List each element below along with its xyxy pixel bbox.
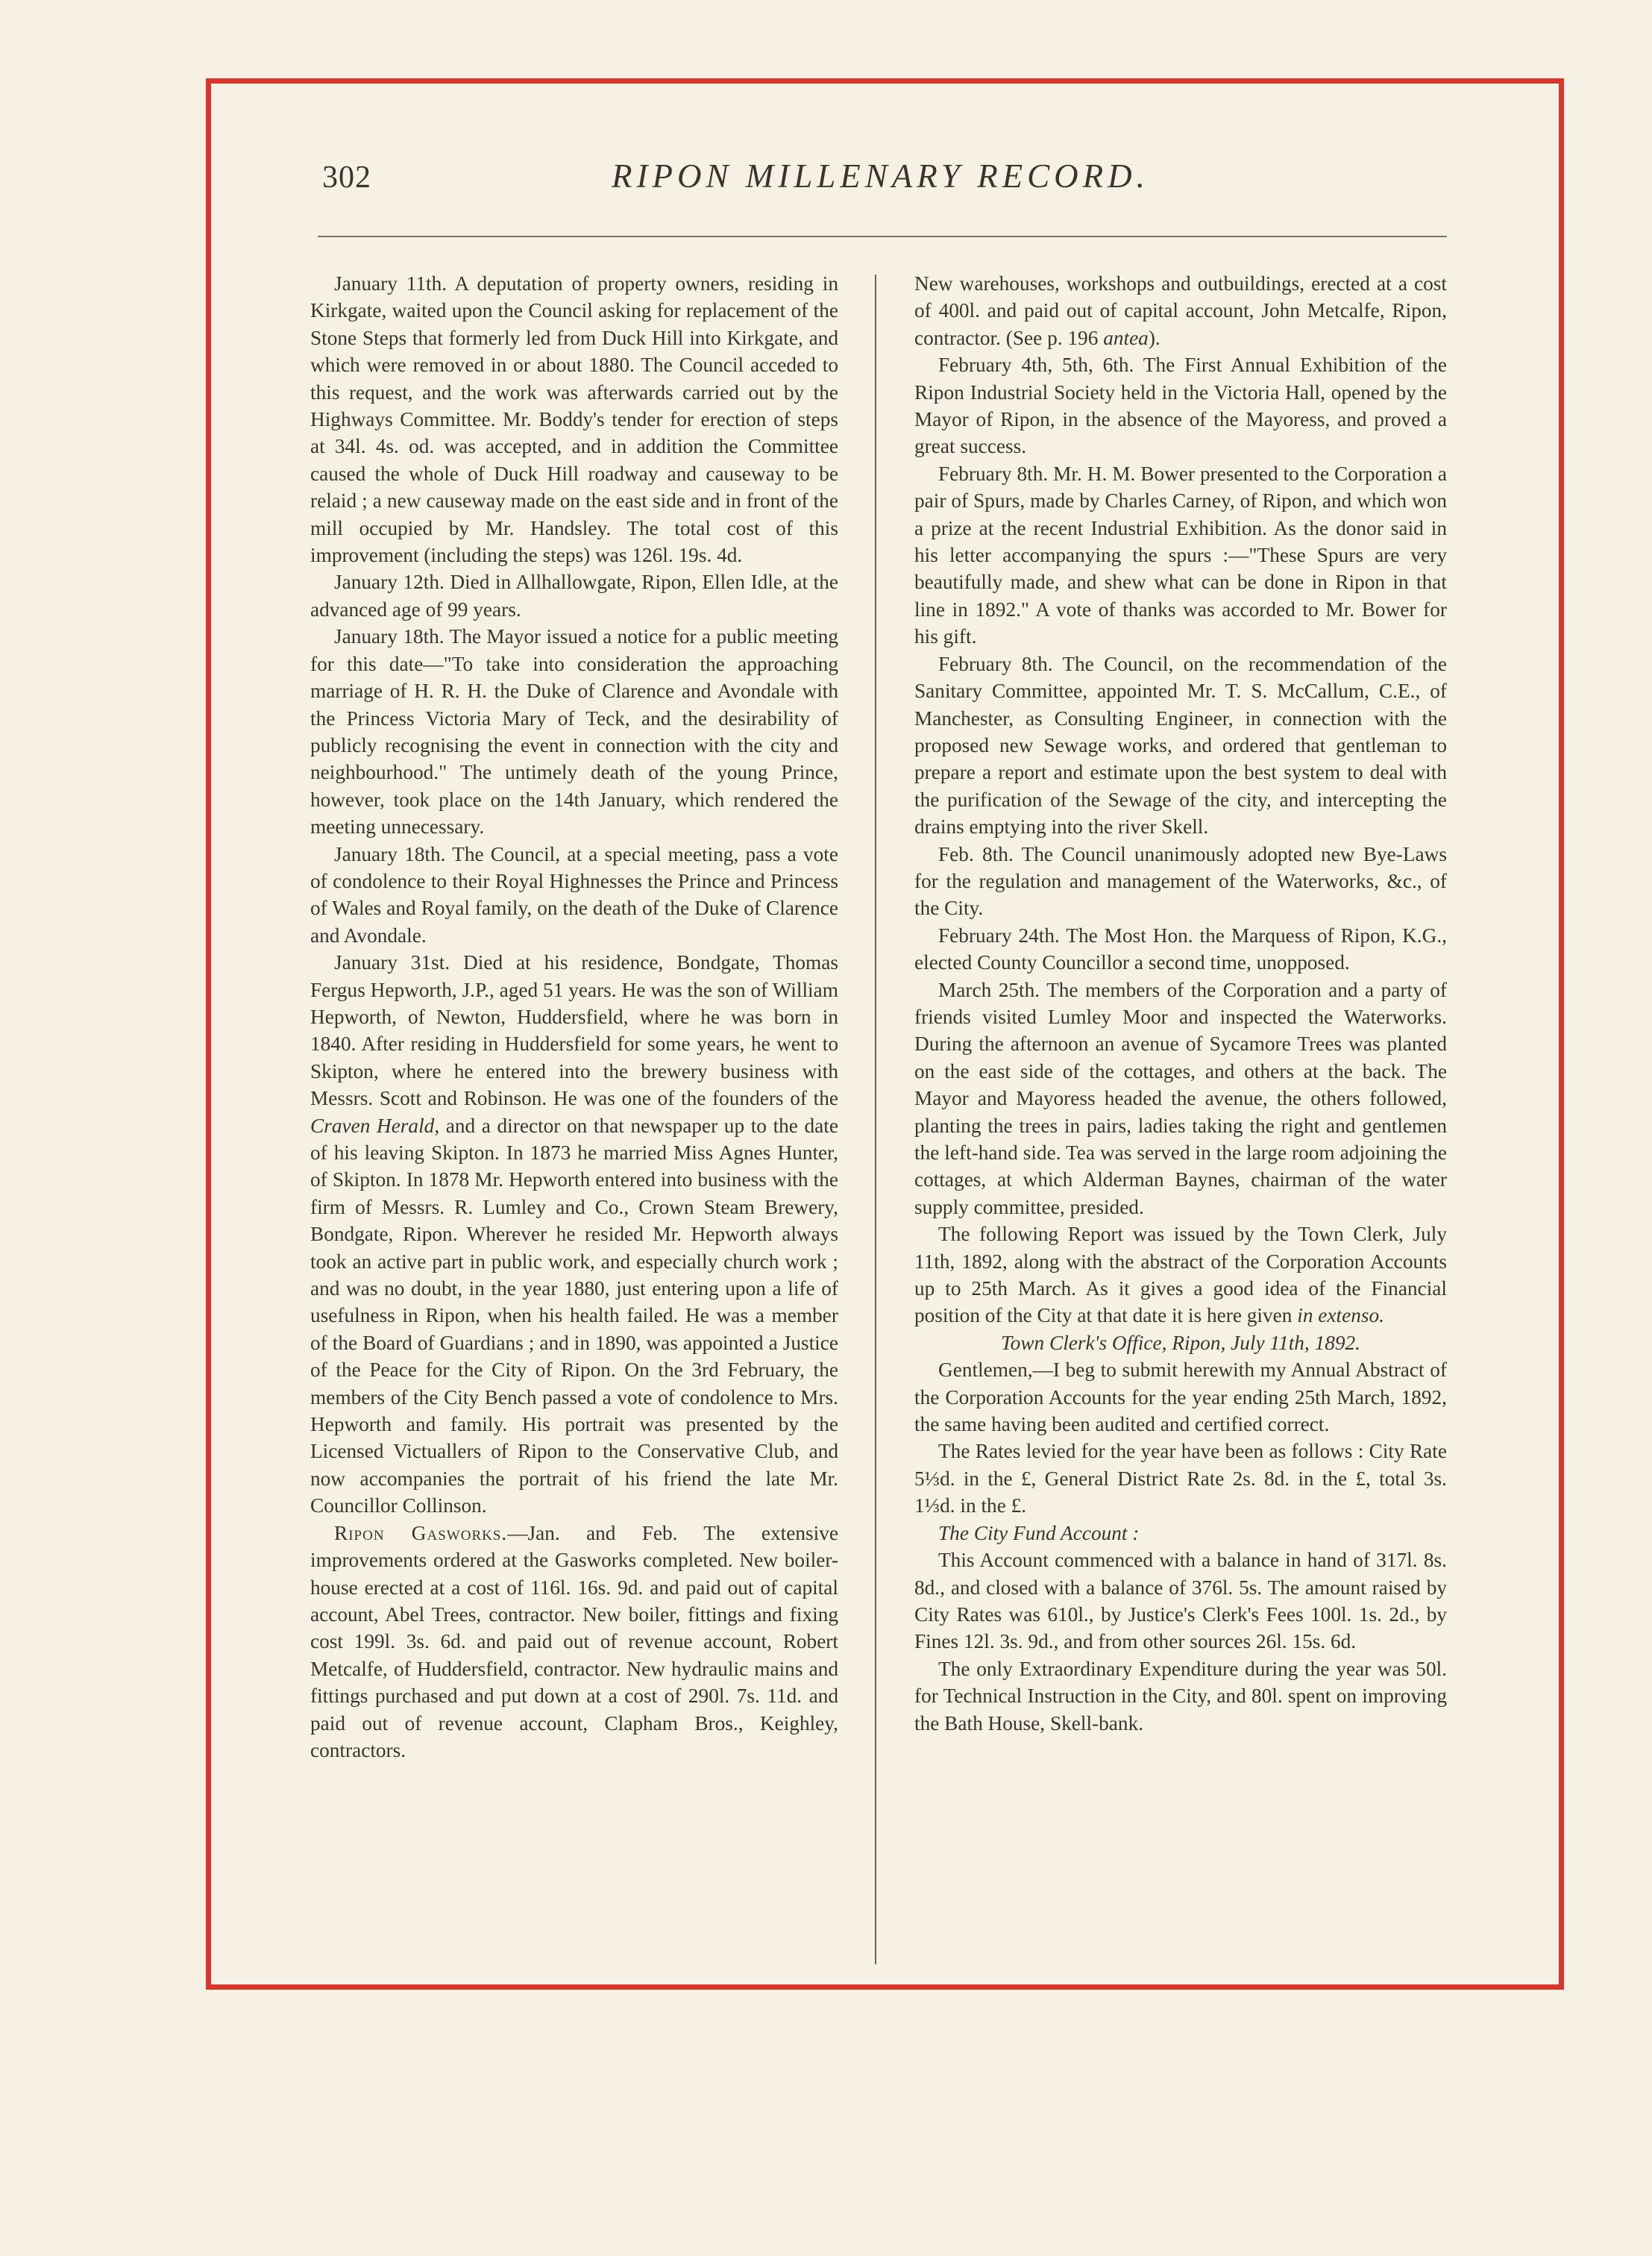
- entry-paragraph: February 4th, 5th, 6th. The First Annual Exhibition of the Ripon Industrial Society held in the Victoria Hall, opened by the Mayor of Ripon, in the absence of the Mayoress, and proved a great success.: [914, 354, 1447, 458]
- entry-paragraph: February 24th. The Most Hon. the Marquess of Ripon, K.G., elected County Councillor a second time, unopposed.: [914, 924, 1447, 974]
- left-column: [310, 270, 838, 1764]
- entry-paragraph: January 18th. The Council, at a special meeting, pass a vote of condolence to their Royal Highnesses the Prince and Princess of Wales and Royal family, on the death of the Duke of Clarence and Avondale.: [310, 842, 838, 947]
- entry-paragraph: Feb. 8th. The Council unanimously adopted new Bye-Laws for the regulation and management of the Waterworks, &c., of the City.: [914, 842, 1447, 920]
- entry-paragraph: [310, 949, 838, 1520]
- text-run: The following Report was issued by the Town Clerk, July 11th, 1892, along with the abstract of the Corporation Accounts up to 25th March. As it gives a good idea of the Financial position of the City at that date it is here given: [914, 1223, 1447, 1327]
- text-run: , and a director on that newspaper up to the date of his leaving Skipton. In 1873 he married Miss Agnes Hunter, of Skipton. In 1878 Mr. Hepworth entered into business with the firm of Messrs. R. Lumley and Co., Crown Steam Brewery, Bondgate, Ripon. Wherever he resided Mr. Hepworth always took an active part in public work, and especially church work ; and was no doubt, in the year 1880, just entering upon a life of usefulness in Ripon, when his health failed. He was a member of the Board of Guardians ; and in 1890, was appointed a Justice of the Peace for the City of Ripon. On the 3rd February, the members of the City Bench passed a vote of condolence to Mrs. Hepworth and family. His portrait was presented by the Licensed Victuallers of Ripon to the Conservative Club, and now accompanies the portrait of his friend the late Mr. Councillor Collinson.: [310, 1114, 838, 1517]
- entry-paragraph: The Rates levied for the year have been as follows : City Rate 5⅓d. in the £, General District Rate 2s. 8d. in the £, total 3s. 1⅓d. in the £.: [914, 1440, 1447, 1517]
- text-run: ).: [1148, 326, 1161, 349]
- entry-paragraph: Gentlemen,—I beg to submit herewith my Annual Abstract of the Corporation Accounts for the year ending 25th March, 1892, the same having been audited and certified correct.: [914, 1359, 1447, 1436]
- text-run: New warehouses, workshops and outbuildings, erected at a cost of 400l. and paid out of capital account, John Metcalfe, Ripon, contractor. (See p. 196: [914, 272, 1447, 349]
- entry-paragraph: [310, 1520, 838, 1764]
- entry-paragraph: January 18th. The Mayor issued a notice for a public meeting for this date—"To take into consideration the approaching marriage of H. R. H. the Duke of Clarence and Avondale with the Princess Victoria Mary of Teck, and the desirability of publicly recognising the event in connection with the city and neighbourhood." The untimely death of the young Prince, however, took place on the 14th January, which rendered the meeting unnecessary.: [310, 625, 838, 839]
- section-lead: Ripon Gasworks.: [334, 1521, 508, 1544]
- entry-paragraph: February 8th. Mr. H. M. Bower presented to the Corporation a pair of Spurs, made by Charles Carney, of Ripon, and which won a prize at the recent Industrial Exhibition. As the donor said in his letter accompanying the spurs :—"These Spurs are very beautifully made, and shew what can be done in Ripon in that line in 1892." A vote of thanks was accorded to Mr. Bower for his gift.: [914, 462, 1447, 648]
- entry-paragraph: [914, 270, 1447, 351]
- entry-paragraph: March 25th. The members of the Corporation and a party of friends visited Lumley Moor and inspected the Waterworks. During the afternoon an avenue of Sycamore Trees was planted on the east side of the cottages, and others at the back. The Mayor and Mayoress headed the avenue, the others followed, planting the trees in pairs, ladies taking the right and gentlemen the left-hand side. Tea was served in the large room adjoining the cottages, at which Alderman Baynes, chairman of the water supply committee, presided.: [914, 978, 1447, 1218]
- entry-paragraph: [914, 1221, 1447, 1329]
- page-number: 302: [322, 160, 371, 195]
- italic-ref: antea: [1103, 326, 1149, 349]
- entry-paragraph: February 8th. The Council, on the recommendation of the Sanitary Committee, appointed Mr. T. S. McCallum, C.E., of Manchester, as Consulting Engineer, in connection with the proposed new Sewage works, and ordered that gentleman to prepare a report and estimate upon the best system to deal with the purification of the Sewage of the city, and intercepting the drains emptying into the river Skell.: [914, 652, 1447, 839]
- entry-paragraph: January 11th. A deputation of property owners, residing in Kirkgate, waited upon the Council asking for replacement of the Stone Steps that formerly led from Duck Hill into Kirkgate, and which were removed in or about 1880. The Council acceded to this request, and the work was afterwards carried out by the Highways Committee. Mr. Boddy's tender for erection of steps at 34l. 4s. od. was accepted, and in addition the Committee caused the whole of Duck Hill roadway and causeway to be relaid ; a new causeway made on the east side and in front of the mill occupied by Mr. Handsley. The total cost of this improvement (including the steps) was 126l. 19s. 4d.: [310, 272, 838, 567]
- text-run: —Jan. and Feb. The extensive improvements ordered at the Gasworks completed. New boiler-house erected at a cost of 116l. 16s. 9d. and paid out of capital account, Abel Trees, contractor. New boiler, fittings and fixing cost 199l. 3s. 6d. and paid out of revenue account, Robert Metcalfe, of Huddersfield, contractor. New hydraulic mains and fittings purchased and put down at a cost of 290l. 7s. 11d. and paid out of revenue account, Clapham Bros., Keighley, contractors.: [310, 1521, 839, 1761]
- running-title: RIPON MILLENARY RECORD.: [612, 157, 1149, 195]
- entry-paragraph: The only Extraordinary Expenditure during the year was 50l. for Technical Instruction in the City, and 80l. spent on improving the Bath House, Skell-bank.: [914, 1657, 1447, 1735]
- entry-paragraph: This Account commenced with a balance in hand of 317l. 8s. 8d., and closed with a balance of 376l. 5s. The amount raised by City Rates was 610l., by Justice's Clerk's Fees 100l. 1s. 2d., by Fines 12l. 3s. 9d., and from other sources 26l. 15s. 6d.: [914, 1549, 1447, 1653]
- header-rule: [318, 236, 1447, 237]
- text-run: January 31st. Died at his residence, Bondgate, Thomas Fergus Hepworth, J.P., aged 51 years. He was the son of William Hepworth, of Newton, Huddersfield, where he was born in 1840. After residing in Huddersfield for some years, he went to Skipton, where he entered into the brewery business with Messrs. Scott and Robinson. He was one of the founders of the: [310, 951, 838, 1110]
- column-divider: [875, 275, 876, 1964]
- report-dateline: Town Clerk's Office, Ripon, July 11th, 1892.: [1001, 1331, 1360, 1354]
- italic-ref: in extenso.: [1297, 1304, 1384, 1327]
- subheading: The City Fund Account :: [938, 1521, 1140, 1544]
- newspaper-title: Craven Herald: [310, 1114, 435, 1137]
- entry-paragraph: January 12th. Died in Allhallowgate, Ripon, Ellen Idle, at the advanced age of 99 years.: [310, 571, 838, 621]
- right-column: [914, 270, 1447, 1737]
